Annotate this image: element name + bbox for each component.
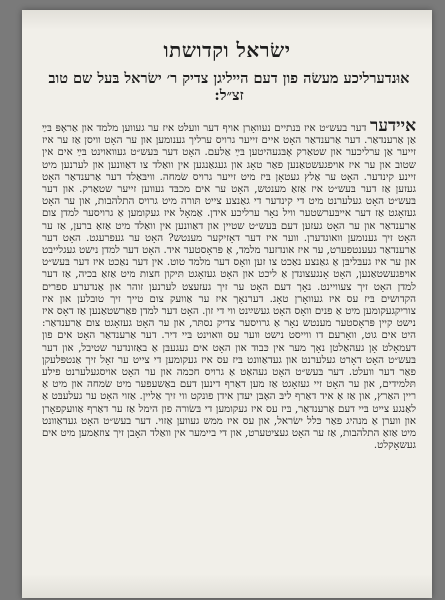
document-page <box>22 10 432 598</box>
paper-shadow-bottom <box>22 574 432 598</box>
document-title: ישׂראל וקדושתו <box>163 38 291 62</box>
body-paragraph: דער בעש״ט איז בּנתיים נעוואָרן אויף דער וועלט איז ער געווען מלמד און אַראָפּ בּײַ אַן אַרענדאַר. דער אַרענדאַר האָט איים זייער גרויס ערליך גענומען און ער האָט וויסן אַז ער איז זייער אַן ערליכער און שטאַרק אָבּגעהיטען בּײַ אַלעם. האָט דער בּעש״ט געוואוינט בּײַ אים אין שטוב און ער איז אויפגעשטאַנען פאַר טאָג און געגאַנגען אין וואַלד צו דאַוונען און לערנען מיט זיינע קינדער. האָט ער אַלץ געטאָן בּיז מיט זייער גרויס שׂמחה. וויבּאַלד דער אַרענדאַר האָט געזען אַז דער בּעש״ט איז אַזאַ מענטש, האָט ער אים מכבּד געווען זייער שטאַרק. און דער בּעש״ט האָט געלערנט מיט די קינדער די גאַנצע צייט תּורה מיט גרויס התלהבות, און ער האָט געזאָגט אַז דער אייבּערשטער וויל נאָר ערליכע אידן. אַמאָל איז געקומען אַ גרויסער למדן צום אַרענדאַר און ער האָט געזען דעם בּעש״ט שטיין און דאַוונען אין וואַלד מיט אַזאַ ברען, אַז ער האָט זיך גענומען וואונדערן. ווער איז דער דאָזיקער מענטש? האָט ער געפרעגט. האָט דער אַרענדאַר געענטפערט, ער איז אונדזער מלמד, אַ פּראָסטער איד. האָט דער למדן נישט געגלייבט און ער איז געבּליבּן אַ גאַנצע נאַכט צו זען וואָס דער מלמד טוט. אין דער נאַכט איז דער בּעש״ט אויפגעשטאַנען, האָט אָנגעצונדן אַ ליכט און האָט געזאָגט תּיקון חצות מיט אַזאַ בכיה, אַז דער למדן האָט זיך צעוויינט. נאָך דעם האָט ער זיך געזעצט לערנען זוהר און אַנדערע ספרים הקדושים בּיז עס איז געוואָרן טאָג. דערנאָך איז ער אַוועק צום טייך זיך טובלען און איז צוריקגעקומען מיט אַ פנים וואָס האָט געשײַנט ווי די זון. האָט דער למדן פאַרשטאַנען אַז דאָס איז נישט קיין פּראָסטער מענטש נאָר אַ גרויסער צדיק נסתּר, און ער האָט געזאָגט צום אַרענדאַר: היט אים גוט, וואָרעם דו ווייסט נישט ווער עס וואוינט בּיי דיר. דער אַרענדאַר האָט אים פון דעמאָלט אָן געהאַלטן נאָך מער אין כּבוד און האָט אים געגעבּן אַ באַזונדער שטיבל, און דער בּעש״ט האָט דאָרט געלערנט און געדאַוונט בּיז עס איז געקומען די צייט ער זאָל זיך אַנטפּלעקן פאַר דער וועלט. דער בּעש״ט האָט געהאַט אַ גרויס חכמה און ער האָט אויסגעלערנט פילע תּלמידים, און ער האָט זיי געזאָגט אַז מען דאַרף דינען דעם באַשעפער מיט שׂמחה און מיט אַ ריין האַרץ, און אַז אַ איד דאַרף ליבּ האָבּן יעדן אידן פונקט ווי זיך אַליין. אַזוי האָט ער געלעבּט אַ לאַנגע צייט בּיי דעם אַרענדאַר, בּיז עס איז געקומען די בּשׂורה פון הימל אַז ער דאַרף אַוועקפאָרן און ווערן אַ מנהיג פאַר כּלל ישׂראל, און עס איז ממש געווען אַזוי. דער בעש״ט האָט געדאַוונט מיט אַזאַ התלהבות, אַז ער האָט געציטערט, און די ביימער אין וואַלד האָבן זיך צוזאַמען מיט אים געשאָקלט. <box>42 123 416 452</box>
document-body <box>42 120 416 574</box>
opening-word: איידער <box>370 120 416 136</box>
document-subtitle: אוּנדערליכע מעשׂה פון דעם הייליגן צדיק ר׳ ישׂראל בּעל שם טוב זצ״ל: <box>48 70 410 104</box>
paper-shadow-top <box>22 10 432 30</box>
